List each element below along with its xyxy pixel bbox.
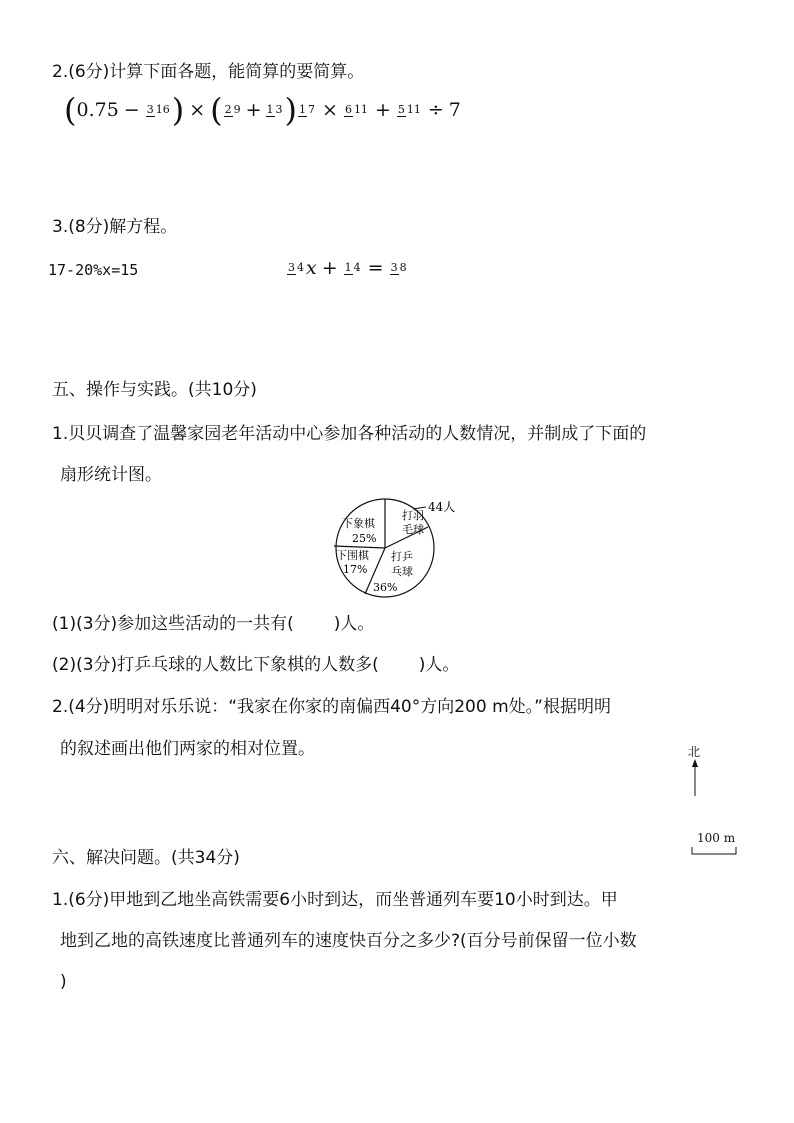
fraction-3-8: 3 8 bbox=[390, 260, 407, 274]
pie-label-44: 44人 bbox=[428, 500, 456, 514]
section6-p1-line2: 地到乙地的高铁速度比普通列车的速度快百分之多少?(百分号前保留一位小数 bbox=[60, 931, 637, 951]
equals-sign: = bbox=[367, 257, 384, 279]
section5-p2-line1: 2.(4分)明明对乐乐说：“我家在你家的南偏西40°方向200 m处。”根据明明 bbox=[52, 697, 611, 717]
pie-label-pingpong-pct: 36% bbox=[373, 581, 398, 594]
sub-question-1 bbox=[52, 612, 374, 636]
fraction-5-11: 5 11 bbox=[397, 102, 421, 116]
fraction-2-9: 2 9 bbox=[224, 102, 241, 116]
left-paren-2: ( bbox=[210, 91, 223, 129]
left-paren: ( bbox=[64, 91, 77, 129]
fraction-1-3: 1 3 bbox=[266, 102, 283, 116]
section5-title: 五、操作与实践。(共10分) bbox=[52, 380, 257, 400]
fraction-6-11: 6 11 bbox=[344, 102, 368, 116]
north-arrow-icon bbox=[688, 758, 702, 798]
pie-chart bbox=[330, 496, 470, 600]
expr-0.75: 0.75 bbox=[76, 99, 119, 121]
section5-p2-line2: 的叙述画出他们两家的相对位置。 bbox=[60, 739, 315, 759]
q2-expression bbox=[64, 92, 461, 128]
equation-2 bbox=[286, 250, 409, 286]
sub-question-2 bbox=[52, 653, 459, 677]
q2-title: 2.(6分)计算下面各题，能简算的要简算。 bbox=[52, 62, 365, 82]
north-label: 北 bbox=[688, 745, 701, 759]
right-paren: ) bbox=[171, 91, 185, 129]
pie-label-badminton-1: 打羽 bbox=[402, 509, 424, 522]
pie-label-pingpong-1: 打乒 bbox=[391, 550, 413, 563]
sub2-end: )人。 bbox=[418, 655, 460, 675]
minus-sign: − bbox=[123, 99, 140, 121]
fraction-3-16: 3 16 bbox=[146, 102, 170, 116]
pie-divider-left bbox=[334, 546, 385, 548]
q3-title: 3.(8分)解方程。 bbox=[52, 217, 178, 237]
sub1-end: )人。 bbox=[333, 614, 375, 634]
section6-p1-line3: ) bbox=[60, 972, 67, 992]
scale-label: 100 m bbox=[697, 831, 736, 845]
plus-sign-2: + bbox=[374, 99, 391, 121]
pie-label-go-2: 17% bbox=[343, 563, 368, 576]
sub1-text: (1)(3分)参加这些活动的一共有( bbox=[52, 614, 294, 634]
equation-1: 17-20%x=15 bbox=[48, 261, 139, 279]
plus-sign: + bbox=[245, 99, 262, 121]
section6-title: 六、解决问题。(共34分) bbox=[52, 848, 240, 868]
fraction-3-4: 3 4 bbox=[288, 260, 304, 274]
section5-p1-line1: 1.贝贝调查了温馨家园老年活动中心参加各种活动的人数情况，并制成了下面的 bbox=[52, 424, 647, 444]
pie-label-chess-1: 下象棋 bbox=[342, 517, 375, 530]
pie-label-go-1: 下围棋 bbox=[336, 549, 369, 562]
divide-sign: ÷ bbox=[427, 99, 444, 121]
times-sign: × bbox=[189, 99, 206, 121]
section5-p1-line2: 扇形统计图。 bbox=[60, 465, 162, 485]
section6-p1-line1: 1.(6分)甲地到乙地坐高铁需要6小时到达，而坐普通列车要10小时到达。甲 bbox=[52, 890, 618, 910]
pie-label-badminton-2: 毛球 bbox=[402, 523, 424, 536]
right-paren-2: ) bbox=[284, 91, 298, 129]
scale-bar-icon bbox=[690, 845, 740, 857]
expr-seven: 7 bbox=[448, 99, 461, 121]
times-sign-2: × bbox=[322, 99, 338, 121]
pie-label-chess-2: 25% bbox=[352, 532, 377, 545]
fraction-1-4: 1 4 bbox=[344, 260, 361, 274]
plus-sign-3: + bbox=[321, 257, 338, 279]
variable-x: x bbox=[306, 257, 317, 279]
fraction-1-7: 1 7 bbox=[299, 102, 316, 116]
pie-label-pingpong-2: 乓球 bbox=[391, 565, 413, 578]
sub2-text: (2)(3分)打乒乓球的人数比下象棋的人数多( bbox=[52, 655, 379, 675]
